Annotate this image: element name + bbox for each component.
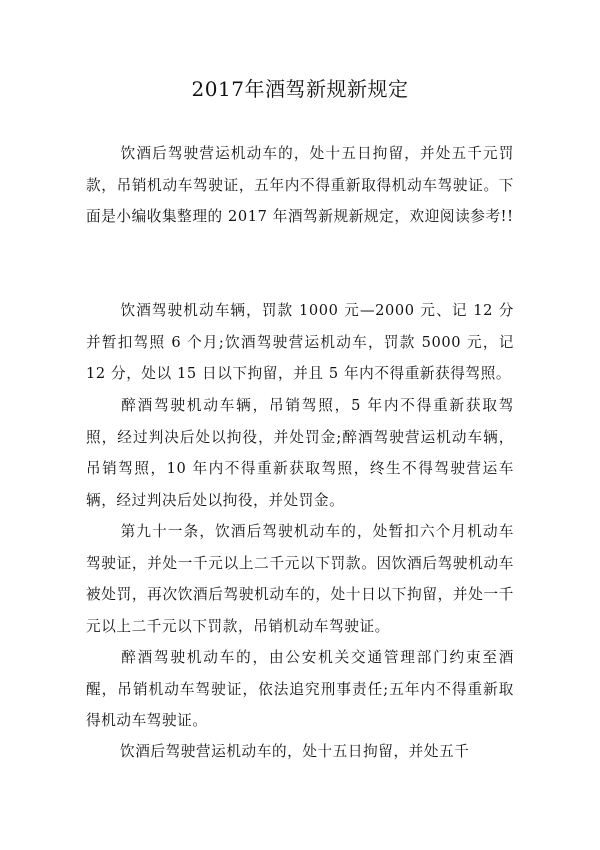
drunk-driving-custody-text: 醉酒驾驶机动车的，由公安机关交通管理部门约束至酒醒，吊销机动车驾驶证，依法追究刑事责任;五年内不得重新取得机动车驾驶证。 [86,649,514,729]
article-91-paragraph [86,516,514,642]
drunk-driving-custody-paragraph [86,642,514,737]
drink-driving-penalty-text: 饮酒驾驶机动车辆，罚款 1000 元—2000 元、记 12 分并暂扣驾照 6 个月;饮酒驾驶营运机动车，罚款 5000 元，记 12 分，处以 15 日以下拘留，并且 5 年内不得重新获得驾照。 [86,302,514,382]
operating-vehicle-text: 饮酒后驾驶营运机动车的，处十五日拘留，并处五千 [120,743,470,760]
intro-paragraph-text: 饮酒后驾驶营运机动车的，处十五日拘留，并处五千元罚款，吊销机动车驾驶证，五年内不得重新取得机动车驾驶证。下面是小编收集整理的 2017 年酒驾新规新规定，欢迎阅读参考!! [86,145,514,225]
intro-paragraph [86,138,514,233]
drunk-driving-penalty-text: 醉酒驾驶机动车辆，吊销驾照，5 年内不得重新获取驾照，经过判决后处以拘役，并处罚金;醉酒驾驶营运机动车辆，吊销驾照，10 年内不得重新获取驾照，终生不得驾驶营运车辆，经过判决后处以拘役，并处罚金。 [86,397,514,509]
document-title: 2017年酒驾新规新规定 [191,77,409,101]
operating-vehicle-paragraph [86,736,514,768]
article-91-text: 第九十一条，饮酒后驾驶机动车的，处暂扣六个月机动车驾驶证，并处一千元以上二千元以下罚款。因饮酒后驾驶机动车被处罚，再次饮酒后驾驶机动车的，处十日以下拘留，并处一千元以上二千元以下罚款，吊销机动车驾驶证。 [86,523,514,635]
drunk-driving-penalty-paragraph [86,390,514,516]
drink-driving-penalty-paragraph [86,295,514,390]
